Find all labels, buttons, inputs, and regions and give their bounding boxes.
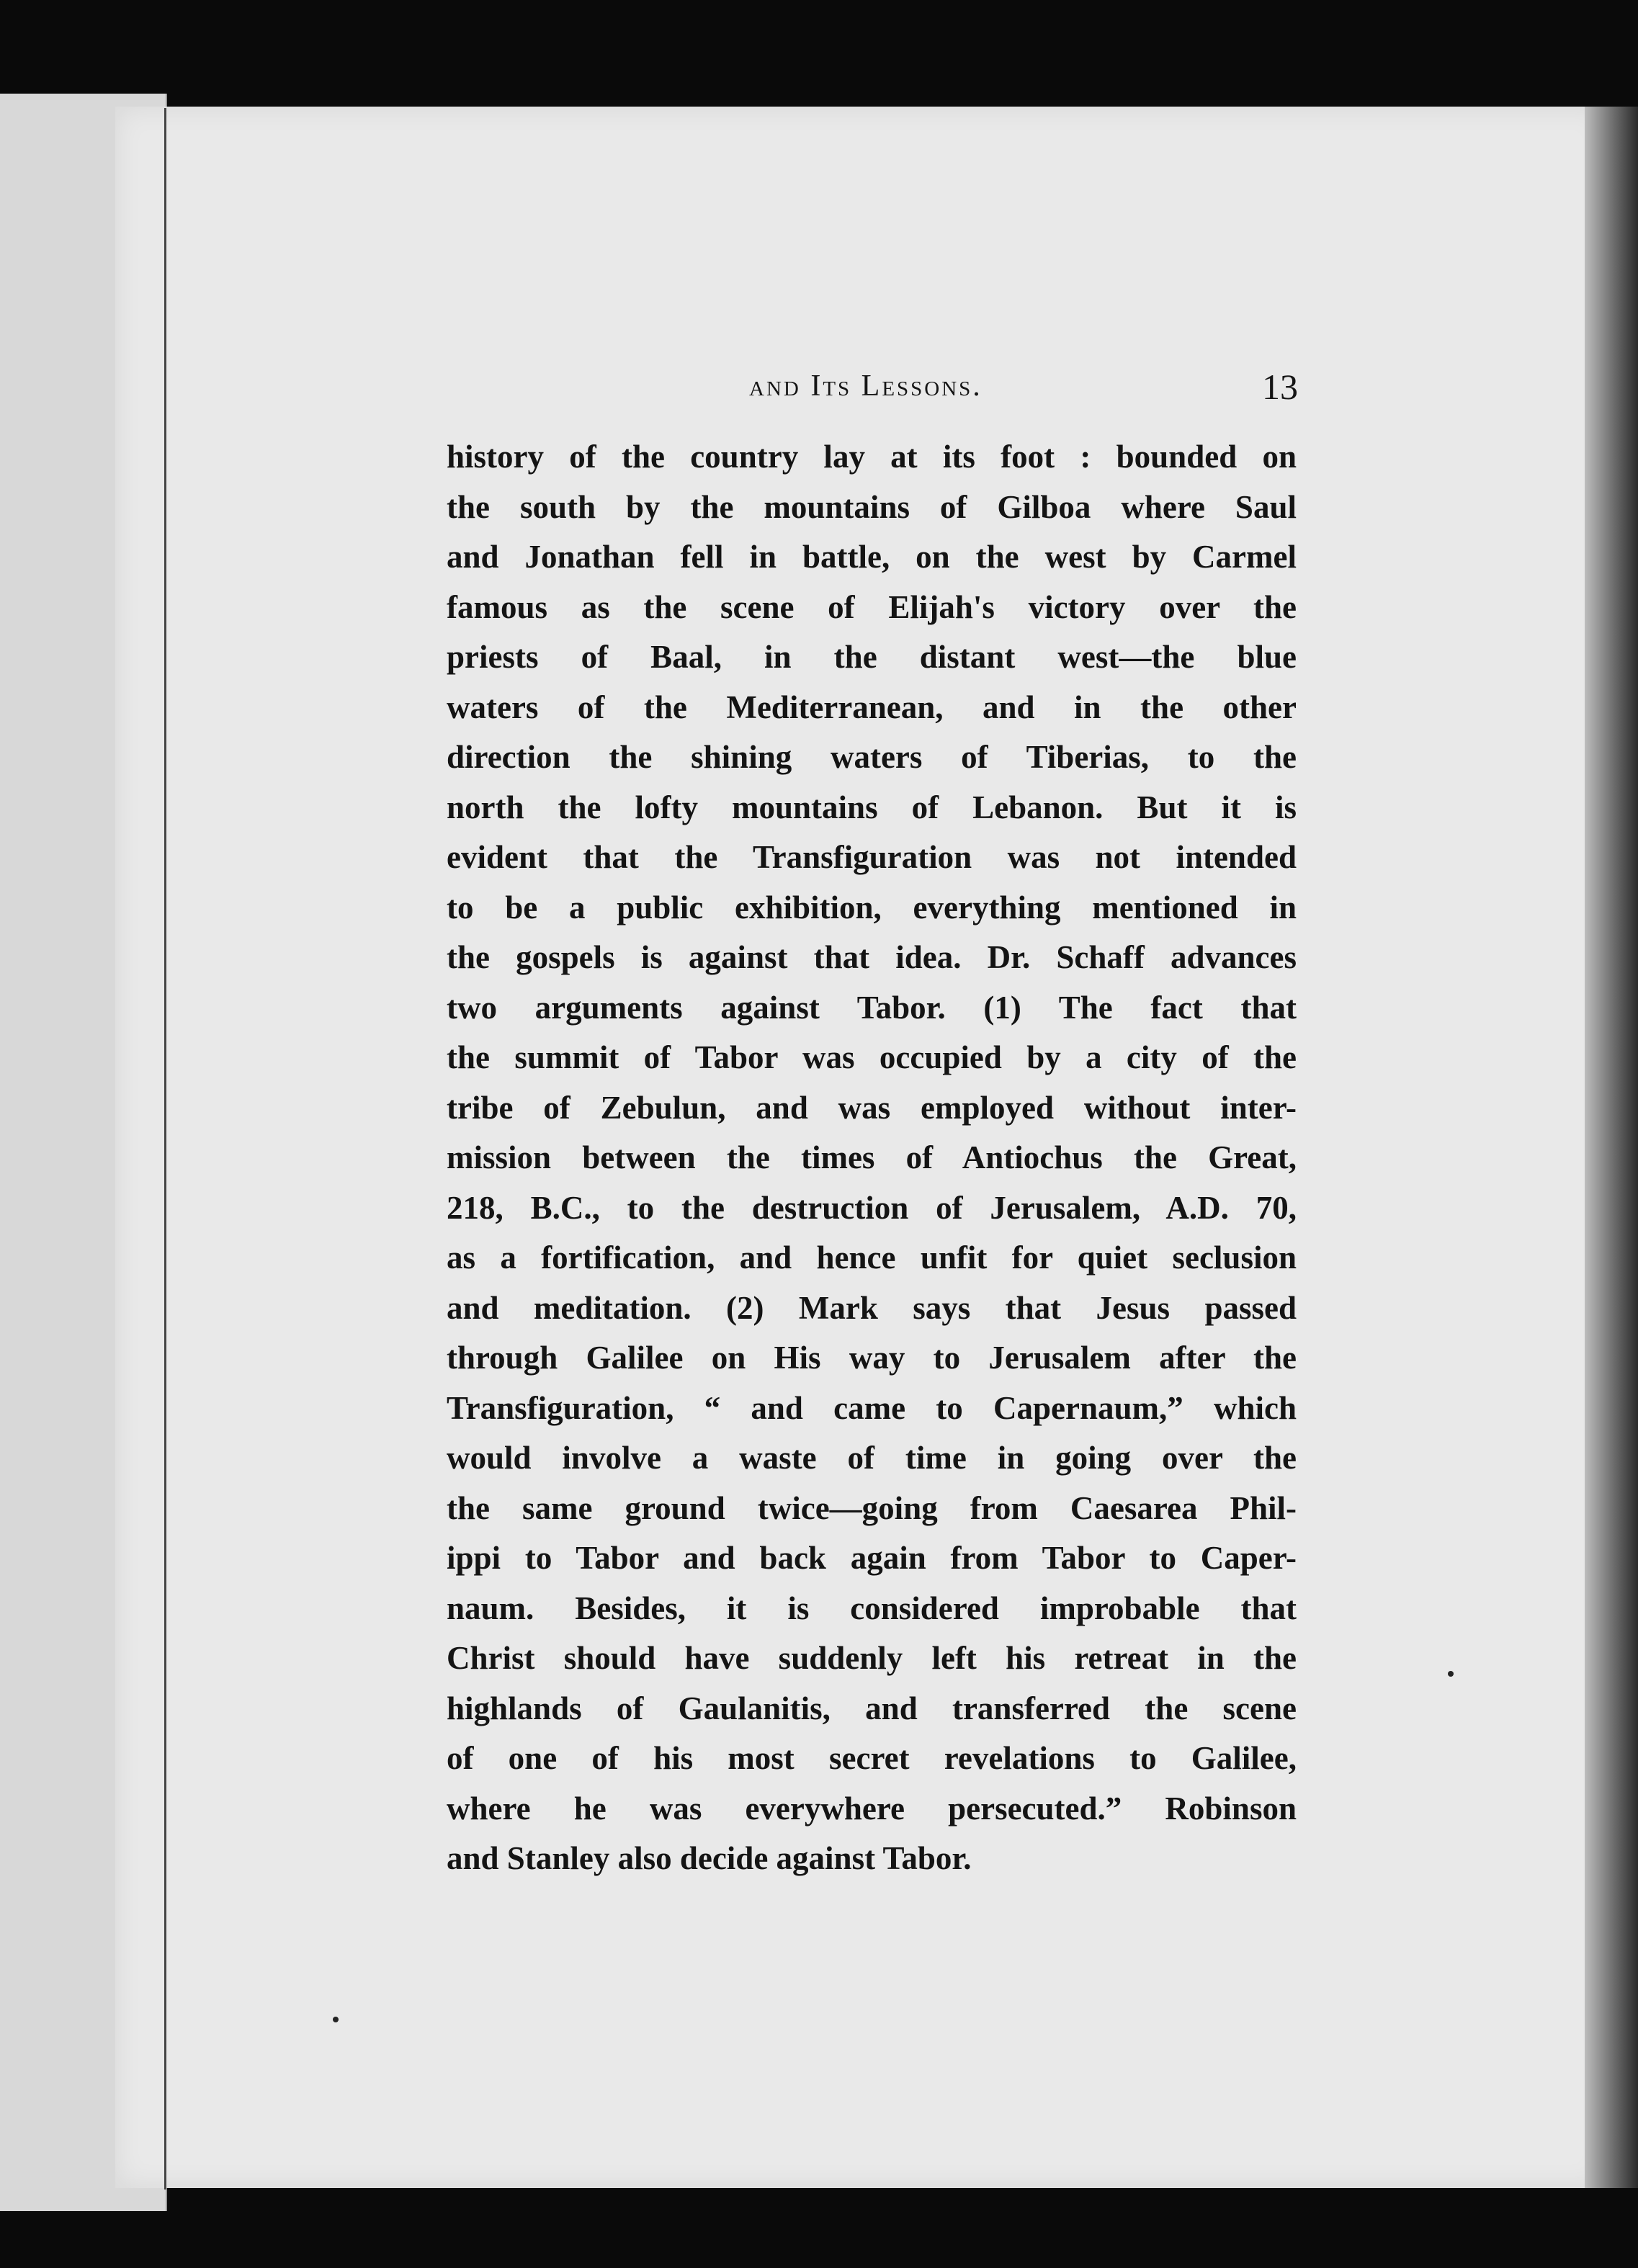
text-line: Transfiguration, “ and came to Capernaum,” which: [447, 1389, 1297, 1426]
text-line: where he was everywhere persecuted.” Robinson: [447, 1790, 1297, 1826]
text-line: mission between the times of Antiochus the Great,: [447, 1139, 1297, 1175]
text-line: Christ should have suddenly left his retreat in the: [447, 1640, 1297, 1676]
text-line: to be a public exhibition, everything mentioned in: [447, 889, 1297, 925]
scan-speck: [1448, 1671, 1454, 1677]
text-line: waters of the Mediterranean, and in the other: [447, 689, 1297, 725]
text-line: and Jonathan fell in battle, on the west by Carmel: [447, 539, 1297, 575]
text-line: priests of Baal, in the distant west—the blue: [447, 639, 1297, 675]
text-line: through Galilee on His way to Jerusalem after the: [447, 1340, 1297, 1376]
text-line: the same ground twice—going from Caesarea Phil-: [447, 1489, 1297, 1526]
text-line: ippi to Tabor and back again from Tabor to Caper-: [447, 1540, 1297, 1576]
page-edge-shadow: [1585, 107, 1638, 2188]
text-line: the south by the mountains of Gilboa where Saul: [447, 488, 1297, 525]
gutter-line: [164, 108, 166, 2189]
text-line: of one of his most secret revelations to Galilee,: [447, 1740, 1297, 1776]
text-line: history of the country lay at its foot : bounded on: [447, 439, 1297, 475]
body-text: [447, 432, 1297, 1884]
text-line: and meditation. (2) Mark says that Jesus passed: [447, 1289, 1297, 1326]
text-line: the summit of Tabor was occupied by a city of the: [447, 1039, 1297, 1075]
text-line: the gospels is against that idea. Dr. Schaff advances: [447, 939, 1297, 975]
text-line: 218, B.C., to the destruction of Jerusalem, A.D. 70,: [447, 1189, 1297, 1226]
running-head: and Its Lessons.: [749, 369, 983, 403]
text-line: tribe of Zebulun, and was employed without inter-: [447, 1089, 1297, 1126]
text-line: naum. Besides, it is considered improbable that: [447, 1590, 1297, 1626]
text-line: highlands of Gaulanitis, and transferred the scene: [447, 1690, 1297, 1726]
scan-speck: [333, 2017, 339, 2022]
text-line: north the lofty mountains of Lebanon. But it is: [447, 789, 1297, 825]
page-number: 13: [1262, 367, 1298, 407]
text-line: and Stanley also decide against Tabor.: [447, 1840, 972, 1876]
text-line: as a fortification, and hence unfit for quiet seclusion: [447, 1240, 1297, 1276]
text-line: direction the shining waters of Tiberias, to the: [447, 739, 1297, 775]
text-line: would involve a waste of time in going over the: [447, 1440, 1297, 1476]
text-line: evident that the Transfiguration was not intended: [447, 839, 1297, 875]
text-line: famous as the scene of Elijah's victory over the: [447, 588, 1297, 625]
text-line: two arguments against Tabor. (1) The fact that: [447, 989, 1297, 1026]
